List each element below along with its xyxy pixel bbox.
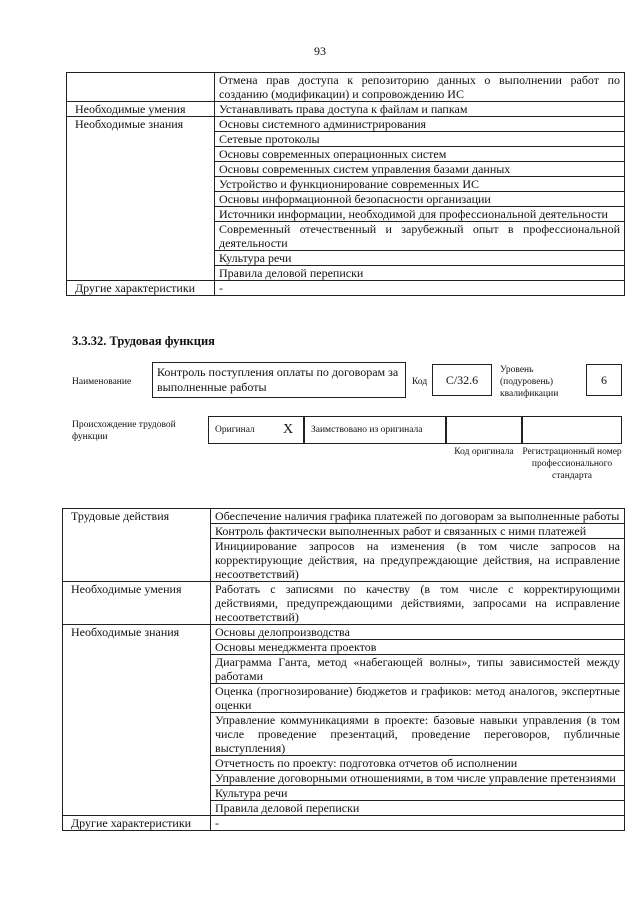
original-mark: X [283, 422, 294, 437]
row-item: Инициирование запросов на изменения (в том числе запросов на корректирующие действия, на предупреждающие действия, на исправление несоответствий) [211, 539, 625, 582]
row-label: Необходимые знания [63, 625, 211, 816]
labor-function-table [62, 508, 625, 831]
row-item: Основы системного администрирования [215, 117, 625, 132]
row-item: Отмена прав доступа к репозиторию данных о выполнении работ по созданию (модификации) и сопровождению ИС [215, 73, 625, 102]
reg-number-cell [522, 416, 622, 444]
table-row [67, 281, 625, 296]
table-row [67, 73, 625, 102]
table-row [67, 102, 625, 117]
continuation-table [66, 72, 625, 296]
row-item: Сетевые протоколы [215, 132, 625, 147]
original-label: Оригинал [215, 425, 255, 435]
table-row [63, 816, 625, 831]
section-heading: 3.3.32. Трудовая функция [72, 334, 215, 348]
reg-number-caption: Регистрационный номер профессионального стандарта [522, 447, 622, 481]
row-label: Необходимые умения [67, 102, 215, 117]
row-item: Устройство и функционирование современных ИС [215, 177, 625, 192]
borrowed-cell [304, 416, 446, 444]
row-item: Основы информационной безопасности организации [215, 192, 625, 207]
row-item: Основы современных операционных систем [215, 147, 625, 162]
borrowed-label: Заимствовано из оригинала [311, 425, 423, 435]
row-label: Трудовые действия [63, 509, 211, 582]
code-value: C/32.6 [432, 364, 492, 396]
code-original-caption: Код оригинала [454, 447, 514, 457]
row-item: Культура речи [215, 251, 625, 266]
row-item: Оценка (прогнозирование) бюджетов и графиков: метод аналогов, экспертные оценки [211, 684, 625, 713]
table-row [63, 625, 625, 640]
origin-label: Происхождение трудовой функции [72, 420, 176, 442]
row-item: Управление договорными отношениями, в том числе управление претензиями [211, 771, 625, 786]
row-item: Диаграмма Ганта, метод «набегающей волны», типы зависимостей между работами [211, 655, 625, 684]
row-item: Обеспечение наличия графика платежей по договорам за выполненные работы [211, 509, 625, 524]
code-label: Код [412, 377, 428, 387]
row-item: Культура речи [211, 786, 625, 801]
page-number: 93 [314, 44, 326, 58]
row-label: Другие характеристики [63, 816, 211, 831]
function-name-value: Контроль поступления оплаты по договорам за выполненные работы [152, 362, 406, 398]
row-item: Правила деловой переписки [215, 266, 625, 281]
name-label: Наименование [72, 377, 132, 387]
row-item: Источники информации, необходимой для профессиональной деятельности [215, 207, 625, 222]
code-original-cell [446, 416, 522, 444]
table-row [63, 582, 625, 625]
row-item: Современный отечественный и зарубежный опыт в профессиональной деятельности [215, 222, 625, 251]
row-item: Основы делопроизводства [211, 625, 625, 640]
level-label: Уровень (подуровень) квалификации [500, 365, 559, 399]
row-item: Работать с записями по качеству (в том числе с корректирующими действиями, предупреждающими действиями, запросами на исправление несоответствий) [211, 582, 625, 625]
row-item: Основы современных систем управления базами данных [215, 162, 625, 177]
original-cell [208, 416, 304, 444]
row-item: Основы менеджмента проектов [211, 640, 625, 655]
row-label: Необходимые знания [67, 117, 215, 281]
level-value: 6 [586, 364, 622, 396]
row-label: Необходимые умения [63, 582, 211, 625]
row-item: - [215, 281, 625, 296]
table-row [63, 509, 625, 524]
row-item: Устанавливать права доступа к файлам и папкам [215, 102, 625, 117]
table-row [67, 117, 625, 132]
row-label: Другие характеристики [67, 281, 215, 296]
row-item: Контроль фактически выполненных работ и связанных с ними платежей [211, 524, 625, 539]
row-item: Управление коммуникациями в проекте: базовые навыки управления (в том числе проведение презентаций, проведение переговоров, публичные выступления) [211, 713, 625, 756]
row-item: Правила деловой переписки [211, 801, 625, 816]
row-item: - [211, 816, 625, 831]
row-item: Отчетность по проекту: подготовка отчетов об исполнении [211, 756, 625, 771]
row-label [67, 73, 215, 102]
